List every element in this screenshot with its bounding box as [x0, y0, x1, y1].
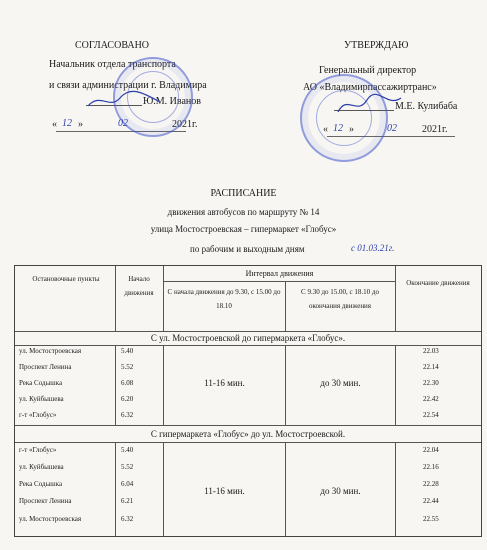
- s1-end-3: 22.30: [423, 379, 439, 387]
- s2-start-3: 6.04: [121, 480, 134, 488]
- s1-stop-3: Река Содышка: [19, 379, 63, 387]
- s2-end-3: 22.28: [423, 480, 439, 488]
- doc-subtitle-direction: улица Мостостроевская – гипермаркет «Глобус»: [150, 224, 337, 234]
- s1-end-2: 22.14: [423, 363, 439, 371]
- s1-start-4: 6.20: [121, 395, 134, 403]
- section2-title: С гипермаркета «Глобус» до ул. Мостостроевской.: [150, 429, 346, 439]
- right-date-year: 2021г.: [422, 124, 448, 135]
- header-interval-b: С 9.30 до 15.00, с 18.10 до окончания движения: [301, 288, 379, 310]
- s2-stop-5: ул. Мостостроевская: [19, 515, 82, 523]
- s2-end-2: 22.16: [423, 463, 439, 471]
- s2-stop-1: г-т «Глобус»: [19, 446, 57, 454]
- s2-interval-a: 11-16 мин.: [204, 486, 245, 496]
- s2-start-2: 5.52: [121, 463, 134, 471]
- s2-start-1: 5.40: [121, 446, 134, 454]
- left-date-month: 02: [118, 118, 128, 129]
- s1-start-3: 6.08: [121, 379, 134, 387]
- s2-stop-3: Река Содышка: [19, 480, 63, 488]
- s2-end-1: 22.04: [423, 446, 439, 454]
- s1-stop-5: г-т «Глобус»: [19, 411, 57, 419]
- schedule-table: [14, 265, 482, 537]
- s1-end-5: 22.54: [423, 411, 439, 419]
- s2-interval-b: до 30 мин.: [320, 486, 361, 496]
- header-stops: Остановочные пункты: [32, 275, 100, 283]
- left-heading: СОГЛАСОВАНО: [75, 40, 150, 51]
- handwritten-start-date: с 01.03.21г.: [351, 243, 395, 253]
- doc-subtitle-route: движения автобусов по маршруту № 14: [167, 207, 320, 217]
- right-signature: [335, 90, 405, 120]
- left-line1: Начальник отдела транспорта: [49, 59, 176, 70]
- left-signature: [84, 86, 164, 116]
- right-date-month: 02: [387, 123, 397, 134]
- left-date-year: 2021г.: [172, 119, 198, 130]
- s2-start-4: 6.21: [121, 497, 134, 505]
- s1-interval-a: 11-16 мин.: [204, 378, 245, 388]
- left-date-close: »: [78, 119, 83, 130]
- left-signer: Ю.М. Иванов: [143, 96, 201, 107]
- s2-end-5: 22.55: [423, 515, 439, 523]
- s1-start-1: 5.40: [121, 347, 134, 355]
- header-end: Окончание движения: [406, 279, 470, 287]
- s1-interval-b: до 30 мин.: [320, 378, 361, 388]
- s1-stop-2: Проспект Ленина: [19, 363, 72, 371]
- s1-end-4: 22.42: [423, 395, 439, 403]
- header-start: Начало движения: [124, 275, 154, 297]
- right-heading: УТВЕРЖДАЮ: [344, 40, 409, 51]
- right-date-close: »: [349, 124, 354, 135]
- s1-start-2: 5.52: [121, 363, 134, 371]
- right-date-open: «: [323, 124, 328, 135]
- s1-start-5: 6.32: [121, 411, 134, 419]
- left-date-day: 12: [62, 118, 72, 129]
- right-line2: АО «Владимирпассажиртранс»: [303, 82, 437, 93]
- s2-stop-2: ул. Куйбышева: [19, 463, 64, 471]
- section1-title: С ул. Мостостроевской до гипермаркета «Глобус».: [150, 333, 346, 343]
- header-interval: Интервал движения: [245, 269, 314, 278]
- s2-stop-4: Проспект Ленина: [19, 497, 72, 505]
- s1-stop-1: ул. Мостостроевская: [19, 347, 82, 355]
- doc-subtitle-days: по рабочим и выходным дням: [190, 244, 305, 254]
- left-line2: и связи администрации г. Владимира: [49, 80, 207, 91]
- s2-start-5: 6.32: [121, 515, 134, 523]
- left-date-open: «: [52, 119, 57, 130]
- header-interval-a: С начала движения до 9.30, с 15.00 до 18.10: [167, 288, 281, 310]
- s1-end-1: 22.03: [423, 347, 439, 355]
- doc-title: РАСПИСАНИЕ: [210, 188, 277, 199]
- right-line1: Генеральный директор: [319, 65, 417, 76]
- s2-end-4: 22.44: [423, 497, 439, 505]
- s1-stop-4: ул. Куйбышева: [19, 395, 64, 403]
- right-signer: М.Е. Кулибаба: [395, 101, 458, 112]
- right-date-day: 12: [333, 123, 343, 134]
